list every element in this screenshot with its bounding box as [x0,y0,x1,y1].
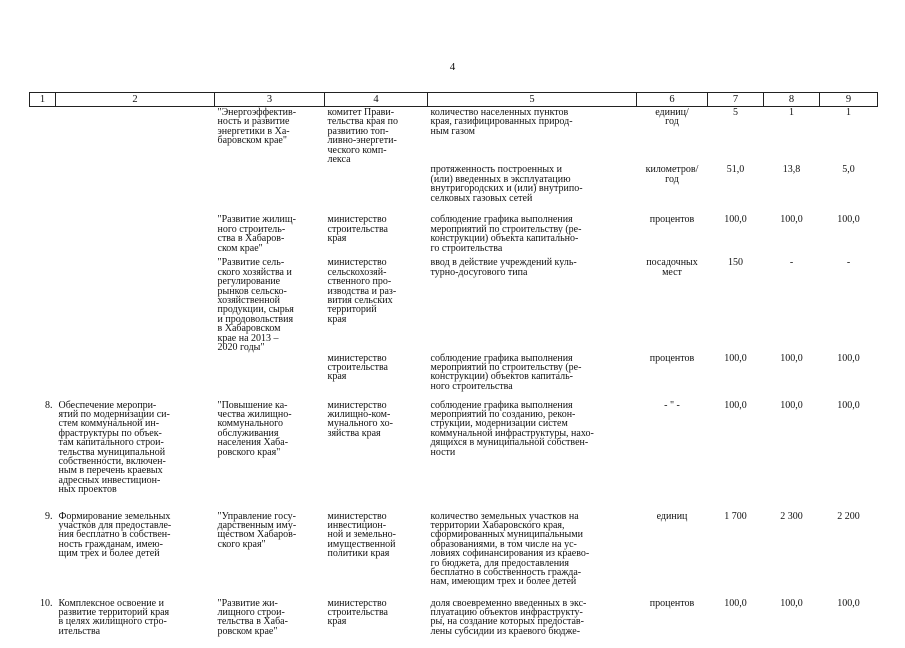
value-2013: 1 700 [724,510,747,522]
program-cell: "Развитие жилищ- ного строитель- ства в Хабаров- ском крае" [217,214,296,254]
value-2015: 100,0 [837,597,860,609]
executor-cell: комитет Прави- тельства края по развитию топ- ливно-энергети- ческого комп- лекса [327,107,398,165]
executor-cell: министерство строительства края [327,352,388,383]
column-header: 7 [708,93,764,107]
measure-cell: Комплексное освоение и развитие территорий края в целях жилищного стро- ительства [58,597,170,637]
column-header: 2 [56,93,215,107]
row-number [30,353,56,400]
value-2013: 100,0 [724,352,747,364]
indicator-cell: протяженность построенных и (или) введенных в эксплуатацию внутригородских и (или) внутрипо- селковых газовых сетей [430,164,583,204]
column-header: 3 [215,93,325,107]
indicator-cell: ввод в действие учреждений куль- турно-досугового типа [430,257,577,278]
measure-cell [56,164,215,214]
row-number: 10. [40,597,53,609]
executor-cell: министерство инвестицион- ной и земельно- имущественной политики края [327,510,396,560]
measure-cell [56,257,215,352]
program-cell: "Управление госу- дарственным иму- ществом Хабаров- ского края" [217,510,297,550]
executor-cell: министерство сельскохозяй- ственного про- изводства и раз- вития сельских территорий края [327,257,397,325]
program-cell: "Энергоэффектив- ность и развитие энергетики в Ха- баровском крае" [217,107,297,147]
measure-cell [56,107,215,165]
indicator-cell: соблюдение графика выполнения мероприятий по созданию, рекон- струкции, модернизации систем коммунальной инфраструктуры, нахо- дящихся в муниципальной собствен- ности [430,399,594,458]
value-2014: 100,0 [780,597,803,609]
table-row [30,107,878,165]
column-header: 4 [325,93,428,107]
column-header: 5 [428,93,637,107]
column-header: 1 [30,93,56,107]
value-2014: 2 300 [780,510,803,522]
value-2013: 51,0 [726,164,745,176]
unit-cell: единиц [656,510,688,522]
value-2015: 2 200 [837,510,860,522]
value-2013: 150 [728,257,743,269]
value-2014: 13,8 [782,164,801,176]
table-row [30,400,878,511]
value-2015: 5,0 [842,164,855,176]
unit-cell: процентов [649,214,695,226]
program-cell: "Развитие сель- ского хозяйства и регулирование рынков сельско- хозяйственной продукции, сырья и продовольствия в Хабаровском крае на 2013 – 2020 годы" [217,257,294,353]
table-row [30,257,878,352]
table-row [30,353,878,400]
executor-cell: министерство жилищно-ком- мунального хо- зяйства края [327,399,393,439]
table-row [30,164,878,214]
unit-cell: посадочных мест [646,257,698,278]
program-cell: "Повышение ка- чества жилищно- коммунального обслуживания населения Хаба- ровского края" [217,399,292,458]
column-header: 9 [820,93,878,107]
column-header: 8 [764,93,820,107]
unit-cell: процентов [649,597,695,609]
value-2014: 100,0 [780,399,803,411]
value-2013: 5 [733,107,738,118]
program-cell [215,164,325,214]
table-row [30,214,878,257]
value-2013: 100,0 [724,214,747,226]
value-2013: 100,0 [724,399,747,411]
indicator-cell: соблюдение графика выполнения мероприятий по строительству (ре- конструкции) объектов капиталь- ного строительства [430,352,582,392]
value-2014: 1 [789,107,794,118]
unit-cell: - " - [664,399,680,411]
value-2015: 100,0 [837,214,860,226]
unit-cell: километров/ год [645,164,699,185]
table-row [30,511,878,598]
value-2014: 100,0 [780,214,803,226]
measure-cell [56,214,215,257]
indicator-cell: соблюдение графика выполнения мероприятий по строительству (ре- конструкции) объекта капитально- го строительства [430,214,582,254]
value-2014: 100,0 [780,352,803,364]
indicator-cell: доля своевременно введенных в экс- плуатацию объектов инфраструкту- ры, на создание которых предостав- лены субсидии из краевого бюдже- [430,597,587,637]
measure-cell [56,353,215,400]
value-2015: 1 [846,107,851,118]
program-cell: "Развитие жи- лищного строи- тельства в Хаба- ровском крае" [217,597,288,637]
row-number [30,214,56,257]
table-row [30,598,878,648]
indicator-cell: количество населенных пунктов края, газифицированных природ- ным газом [430,107,573,137]
column-header: 6 [637,93,708,107]
row-number [30,107,56,165]
executor-cell: министерство строительства края [327,597,388,628]
indicator-cell: количество земельных участков на территории Хабаровского края, сформированных муниципальными образованиями, в том числе на ус- ловиях софинансирования из краево- го бюджета, для предоставления бесплатно в собственность гражда- нам, имеющим трех и более детей [430,510,590,588]
row-number: 8. [45,399,53,411]
column-number-row [30,93,878,107]
executor-cell [325,164,428,214]
value-2015: - [846,257,851,269]
page-number: 4 [449,61,456,73]
value-2014: - [789,257,794,269]
executor-cell: министерство строительства края [327,214,388,245]
row-number: 9. [45,510,53,522]
plan-table [29,92,878,648]
unit-cell: единиц/ год [655,107,689,128]
row-number [30,164,56,214]
measure-cell: Формирование земельных участков для предоставле- ния бесплатно в собствен- ность гражданам, имею- щим трех и более детей [58,510,172,560]
row-number [30,257,56,352]
value-2015: 100,0 [837,399,860,411]
value-2015: 100,0 [837,352,860,364]
program-cell [215,353,325,400]
value-2013: 100,0 [724,597,747,609]
unit-cell: процентов [649,352,695,364]
measure-cell: Обеспечение меропри- ятий по модернизации си- стем коммунальной ин- фраструктуры по объек- там капитального строи- тельства муниципальной собственности, включен- ным в перечень краевых адресных инвестицион- ных проектов [58,399,170,496]
